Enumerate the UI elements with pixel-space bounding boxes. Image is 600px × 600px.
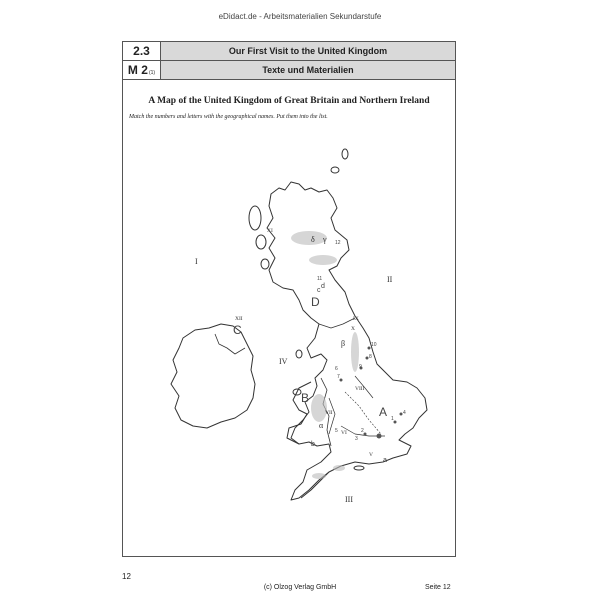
welsh-mountains-shading [311,394,327,422]
map-label-XII: XII [235,316,243,322]
island-skye [256,235,266,249]
map-label-gamma: γ [323,235,327,244]
map-label-C: C [233,323,242,337]
map-label-5: 5 [335,428,338,434]
map-label-4: 4 [403,410,406,416]
map-label-XI: XI [267,228,273,234]
instruction-text: Match the numbers and letters with the geographical names. Put them into the list. [129,114,328,120]
ireland-outline [171,324,255,428]
city-2 [364,433,367,436]
page-header: eDidact.de - Arbeitsmaterialien Sekundarstufe [218,12,382,21]
island-man [296,350,302,358]
highlands-shading [291,231,327,245]
map-label-sea-I: I [195,257,198,266]
worksheet-frame [122,41,456,557]
great-britain-outline [267,182,427,500]
island-wight [354,466,364,470]
island-lewis [249,206,261,230]
map-label-A: A [379,405,388,419]
map-label-VII: VII [325,410,333,416]
city-1 [394,421,397,424]
publisher-credit: (c) Olzog Verlag GmbH [263,584,337,591]
map-label-1: 1 [391,416,394,422]
map-label-IX: IX [353,316,359,322]
border-northern-ireland [215,334,245,354]
map-label-10: 10 [371,342,377,348]
cornwall-shading [312,473,326,479]
map-label-X: X [351,326,355,332]
section-code: 2.3 [123,42,161,60]
map-label-delta: δ [311,235,315,244]
map-label-8: 8 [369,354,372,360]
map-label-3: 3 [355,436,358,442]
dartmoor-shading [333,465,345,471]
section-title: Our First Visit to the United Kingdom [161,42,455,60]
island-orkney [331,167,339,173]
island-mull [261,259,269,269]
island-shetland [342,149,348,159]
map-label-11: 11 [317,276,323,282]
material-code-sub: (1) [148,70,156,76]
map-title: A Map of the United Kingdom of Great Britain and Northern Ireland [148,96,430,106]
grampians-shading [309,255,337,265]
map-label-12: 12 [335,240,341,246]
map-label-d: d [321,283,325,290]
map-label-D: D [311,295,320,309]
page-number-right: Seite 12 [425,584,451,591]
map-label-beta: β [341,339,346,348]
map-label-b: b [311,441,315,448]
uk-map [123,42,457,558]
page-number-left: 12 [122,572,131,581]
map-label-2: 2 [361,428,364,434]
map-label-a: a [383,457,387,464]
city-london [377,434,382,439]
map-label-sea-IV: IV [279,357,288,366]
map-label-V: V [369,452,373,458]
city-7 [340,379,343,382]
map-label-sea-II: II [387,275,393,284]
map-label-c: c [317,287,321,294]
map-label-B: B [301,391,310,405]
map-label-9: 9 [359,364,362,370]
material-title: Texte und Materialien [161,61,455,79]
border-scotland-england [319,318,355,328]
map-label-VIII: VIII [355,386,365,392]
pennines-shading [351,332,359,372]
map-label-VI: VI [341,430,347,436]
map-label-sea-III: III [345,495,353,504]
map-label-6: 6 [335,366,338,372]
map-label-alpha: α [319,421,324,430]
map-label-7: 7 [337,374,340,380]
material-code-main: M 2 [127,63,148,77]
